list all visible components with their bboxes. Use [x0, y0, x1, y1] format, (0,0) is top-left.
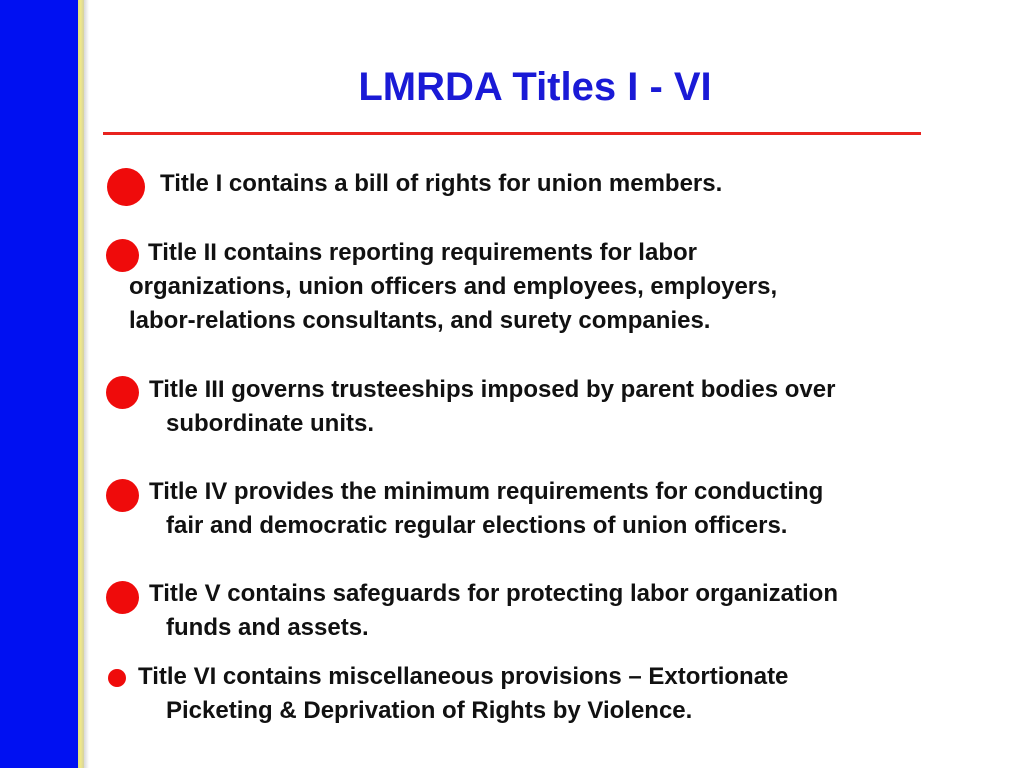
item-title-6-line-1: Title VI contains miscellaneous provisions – Extortionate [138, 663, 789, 690]
item-title-6-line-2: Picketing & Deprivation of Rights by Violence. [166, 697, 693, 724]
item-title-3-line-1: Title III governs trusteeships imposed by parent bodies over [149, 376, 836, 403]
bullet-icon [106, 239, 139, 272]
bullet-icon [106, 581, 139, 614]
item-title-2-line-2: organizations, union officers and employees, employers, [129, 273, 778, 300]
item-title-1-line-1: Title I contains a bill of rights for union members. [160, 170, 723, 197]
left-stripe-shadow [84, 0, 89, 768]
item-title-5-line-1: Title V contains safeguards for protecting labor organization [149, 580, 838, 607]
title-underline [103, 132, 921, 135]
item-title-3-line-2: subordinate units. [166, 410, 375, 437]
item-title-4-line-2: fair and democratic regular elections of union officers. [166, 512, 788, 539]
left-blue-band [0, 0, 78, 768]
bullet-icon [106, 479, 139, 512]
bullet-icon [106, 376, 139, 409]
bullet-icon [108, 669, 126, 687]
item-title-4-line-1: Title IV provides the minimum requirements for conducting [149, 478, 824, 505]
item-title-2-line-3: labor-relations consultants, and surety companies. [129, 307, 711, 334]
slide-title: LMRDA Titles I - VI [358, 65, 712, 109]
bullet-icon [107, 168, 145, 206]
item-title-5-line-2: funds and assets. [166, 614, 369, 641]
item-title-2-line-1: Title II contains reporting requirements for labor [148, 239, 697, 266]
